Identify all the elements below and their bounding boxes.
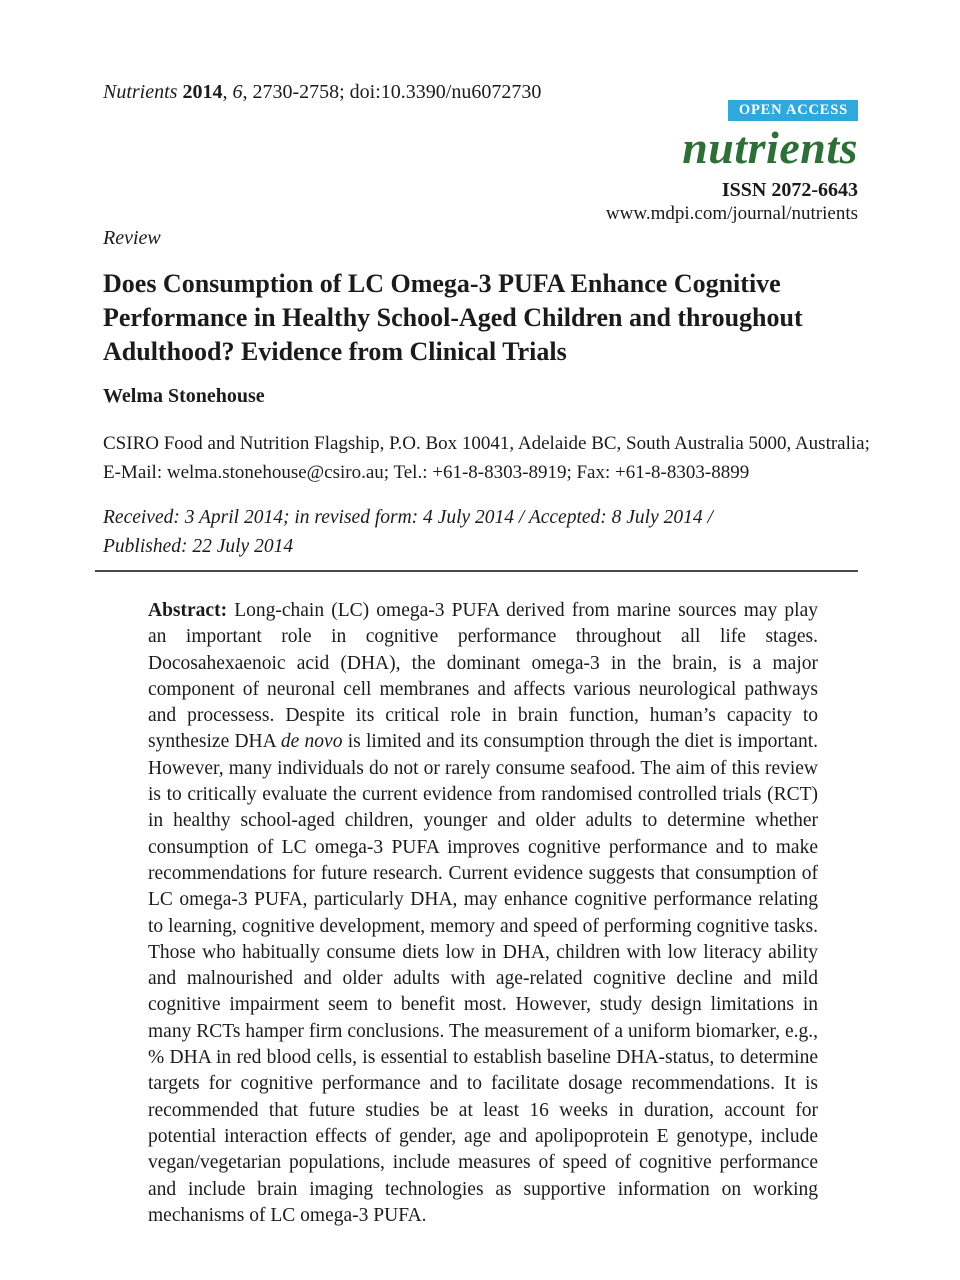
abstract-text-after: is limited and its consumption through the diet is important. However, many individuals do not or rarely consume seafood. The aim of this review is to critically evaluate the current evidence from randomised controlled trials (RCT) in healthy school-aged children, younger and older adults to determine whether consumption of LC omega-3 PUFA improves cognitive performance and to make recommendations for future research. Current evidence suggests that consumption of LC omega-3 PUFA, particularly DHA, may enhance cognitive performance relating to learning, cognitive development, memory and speed of performing cognitive tasks. Those who habitually consume diets low in DHA, children with low literacy ability and malnourished and older adults with age-related cognitive decline and mild cognitive impairment seem to benefit most. However, study design limitations in many RCTs hamper firm conclusions. The measurement of a uniform biomarker, e.g., % DHA in red blood cells, is essential to establish baseline DHA-status, to determine targets for cognitive performance and to facilitate dosage recommendations. It is recommended that future studies be at least 16 weeks in duration, account for potential interaction effects of gender, age and apolipoprotein E genotype, include vegan/vegetarian populations, include measures of speed of cognitive performance and include brain imaging technologies as supportive information on working mechanisms of LC omega-3 PUFA.: [148, 731, 818, 1226]
journal-name: Nutrients: [103, 81, 183, 103]
abstract-text-before: Long-chain (LC) omega-3 PUFA derived from marine sources may play an important role in cognitive performance throughout all life stages. Docosahexaenoic acid (DHA), the dominant omega-3 in the brain, is a major component of neuronal cell membranes and affects various neurological pathways and processess. Despite its critical role in brain function, human’s capacity to synthesize DHA: [148, 600, 818, 753]
citation-separator: ,: [222, 81, 233, 103]
journal-header-block: [606, 100, 858, 225]
history-line-published: Published: 22 July 2014: [103, 536, 294, 557]
journal-year: 2014: [182, 81, 223, 103]
abstract-paragraph: [148, 598, 818, 1229]
abstract-label: Abstract:: [148, 600, 228, 621]
affiliation-line: CSIRO Food and Nutrition Flagship, P.O. Box 10041, Adelaide BC, South Australia 5000, Australia;: [103, 433, 870, 454]
article-title: [103, 267, 858, 369]
affiliation-email-line: E-Mail: welma.stonehouse@csiro.au; Tel.: +61-8-8303-8919; Fax: +61-8-8303-8899: [103, 461, 750, 483]
issn-line: ISSN 2072-6643: [721, 179, 858, 201]
abstract-italic-phrase: de novo: [280, 731, 343, 753]
journal-pages-doi: , 2730-2758; doi:10.3390/nu6072730: [242, 81, 542, 103]
separator-rule: [95, 570, 858, 572]
journal-logo: nutrients: [682, 122, 858, 173]
history-line-received: Received: 3 April 2014; in revised form: 4 July 2014 / Accepted: 8 July 2014 /: [103, 507, 713, 528]
section-label-review: Review: [103, 227, 161, 249]
title-line: Performance in Healthy School-Aged Children and throughout: [103, 303, 803, 332]
open-access-badge: OPEN ACCESS: [728, 100, 858, 121]
title-line: Does Consumption of LC Omega-3 PUFA Enhance Cognitive: [103, 269, 781, 298]
title-line: Adulthood? Evidence from Clinical Trials: [103, 337, 567, 366]
author-name: Welma Stonehouse: [103, 385, 265, 407]
journal-volume: 6: [232, 81, 243, 103]
journal-website: www.mdpi.com/journal/nutrients: [605, 203, 858, 224]
affiliation: [103, 430, 870, 487]
publication-history: [103, 503, 858, 561]
